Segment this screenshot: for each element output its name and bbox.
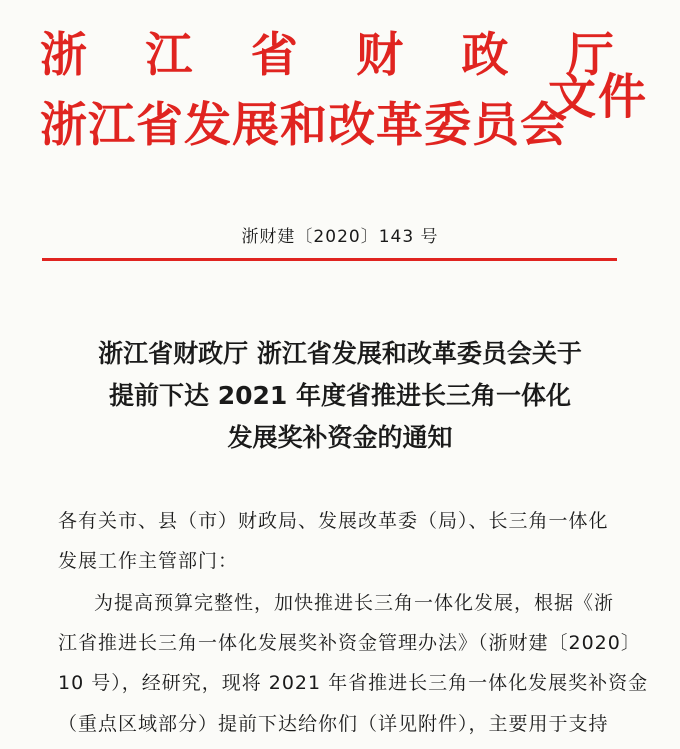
red-divider — [42, 258, 617, 261]
paragraph-line-4: （重点区域部分）提前下达给你们（详见附件），主要用于支持 — [58, 713, 609, 735]
header-org-finance: 浙 江 省 财 政 厅 — [40, 28, 635, 83]
paragraph-line-1: 为提高预算完整性，加快推进长三角一体化发展，根据《浙 — [94, 592, 615, 614]
header-org-development: 浙江省发展和改革委员会 — [40, 98, 568, 153]
document-number: 浙财建〔2020〕143 号 — [241, 227, 439, 247]
title-line-1: 浙江省财政厅 浙江省发展和改革委员会关于 — [98, 339, 582, 368]
paragraph-line-3: 10 号），经研究，现将 2021 年省推进长三角一体化发展奖补资金 — [58, 672, 649, 694]
title-line-2: 提前下达 2021 年度省推进长三角一体化 — [109, 381, 571, 410]
title-line-3: 发展奖补资金的通知 — [227, 423, 453, 452]
paragraph-line-2: 江省推进长三角一体化发展奖补资金管理办法》（浙财建〔2020〕 — [58, 632, 641, 654]
salutation-line-1: 各有关市、县（市）财政局、发展改革委（局）、长三角一体化 — [58, 510, 609, 532]
header-document-label: 文件 — [548, 69, 649, 125]
salutation-line-2: 发展工作主管部门： — [58, 550, 239, 572]
